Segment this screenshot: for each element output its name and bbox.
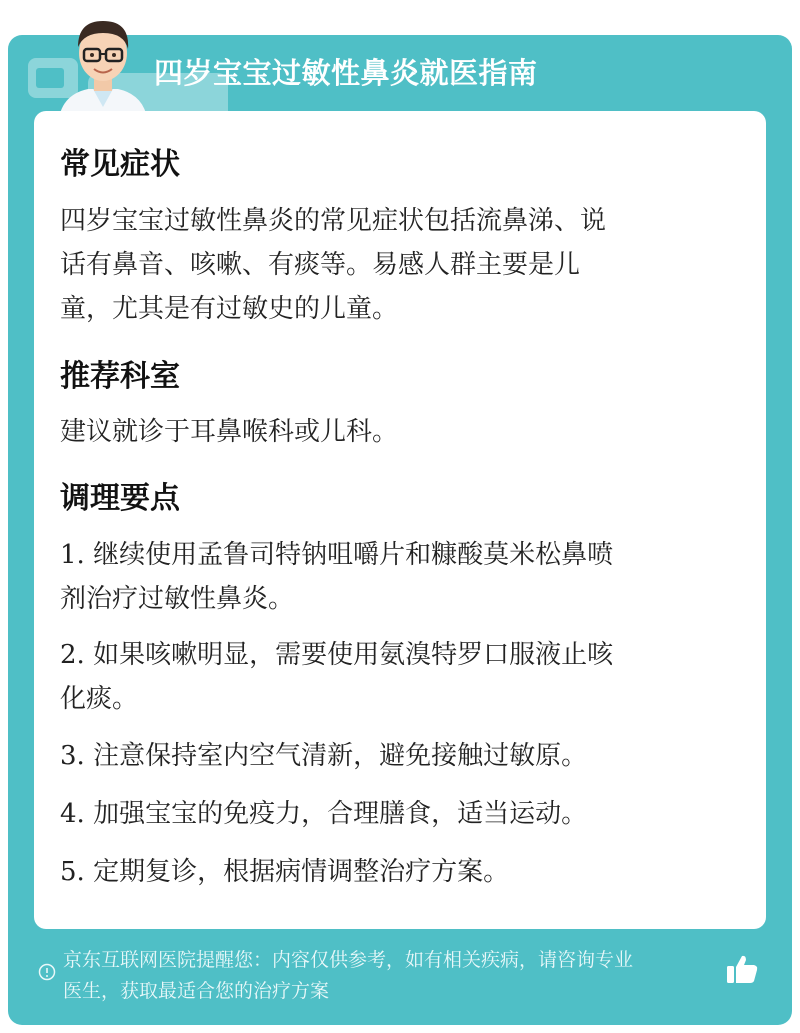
department-line: 建议就诊于耳鼻喉科或儿科。 — [60, 417, 399, 447]
care-tip-number: 2. — [60, 640, 85, 670]
symptoms-text — [60, 199, 740, 331]
care-tip-line: 加强宝宝的免疫力，合理膳食，适当运动。 — [93, 799, 588, 829]
symptoms-line: 童，尤其是有过敏史的儿童。 — [60, 294, 399, 324]
disclaimer-line: 京东互联网医院提醒您：内容仅供参考，如有相关疾病，请咨询专业 — [63, 949, 634, 971]
care-tip-number: 1. — [60, 540, 85, 570]
care-tip-item — [60, 633, 740, 721]
section-title-care-tips: 调理要点 — [60, 481, 180, 516]
care-tip-line: 化痰。 — [60, 684, 139, 714]
symptoms-line: 话有鼻音、咳嗽、有痰等。易感人群主要是儿 — [60, 250, 581, 280]
care-tip-number: 5. — [60, 857, 85, 887]
info-circle-icon — [38, 963, 56, 981]
section-title-department: 推荐科室 — [60, 359, 180, 394]
symptoms-line: 四岁宝宝过敏性鼻炎的常见症状包括流鼻涕、说 — [60, 206, 607, 236]
department-text — [60, 410, 740, 454]
disclaimer — [63, 945, 743, 1007]
care-tip-item — [60, 850, 740, 894]
thumbs-up-icon[interactable] — [724, 951, 760, 987]
care-tip-line: 如果咳嗽明显，需要使用氨溴特罗口服液止咳 — [93, 640, 614, 670]
care-tip-line: 注意保持室内空气清新，避免接触过敏原。 — [93, 741, 588, 771]
care-tip-item — [60, 734, 740, 778]
page-title: 四岁宝宝过敏性鼻炎就医指南 — [154, 56, 538, 90]
section-title-symptoms: 常见症状 — [60, 147, 180, 182]
care-tip-line: 剂治疗过敏性鼻炎。 — [60, 584, 295, 614]
care-tip-item — [60, 533, 740, 621]
care-tip-line: 继续使用孟鲁司特钠咀嚼片和糠酸莫米松鼻喷 — [93, 540, 614, 570]
care-tip-item — [60, 792, 740, 836]
care-tip-number: 4. — [60, 799, 85, 829]
content-panel — [34, 111, 766, 929]
disclaimer-line: 医生，获取最适合您的治疗方案 — [63, 980, 330, 1002]
guide-card — [8, 35, 792, 1025]
care-tip-line: 定期复诊，根据病情调整治疗方案。 — [93, 857, 510, 887]
doctor-avatar — [48, 7, 158, 125]
care-tip-number: 3. — [60, 741, 85, 771]
